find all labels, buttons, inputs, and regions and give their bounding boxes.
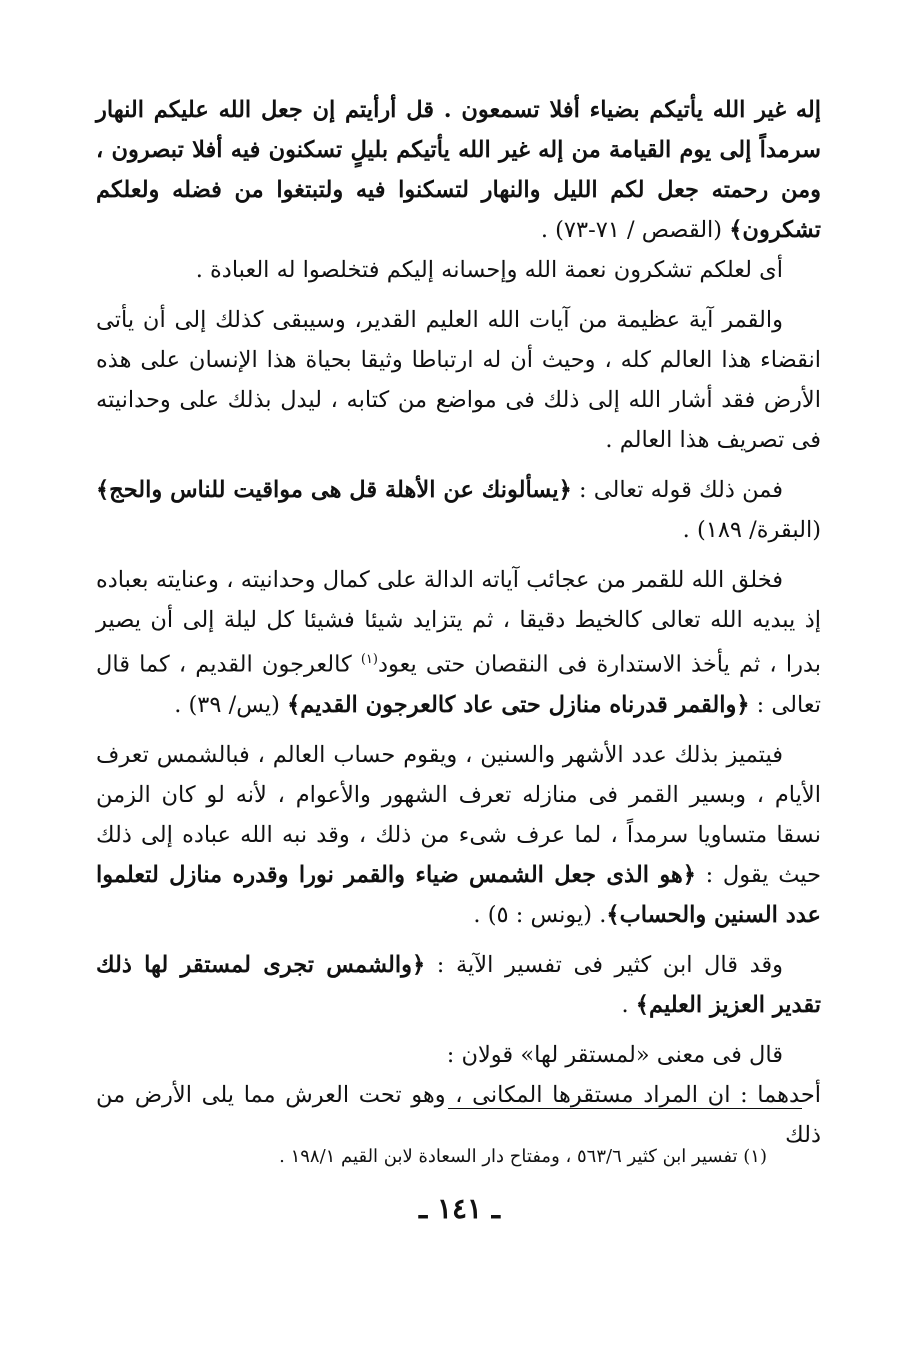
quran-quote: ﴿هو الذى جعل الشمس ضياء والقمر نورا وقدره منازل لتعلموا عدد السنين والحساب﴾ [96, 861, 821, 928]
paragraph-text: كالعرجون القديم ، كما قال تعالى : [96, 651, 821, 718]
quran-quote: ﴿والقمر قدرناه منازل حتى عاد كالعرجون القديم﴾ [287, 691, 750, 718]
paragraph-text: أى لعلكم تشكرون نعمة الله وإحسانه إليكم فتخلصوا له العبادة . [195, 257, 783, 283]
quran-reference: (القصص / ٧١-٧٣) . [540, 217, 730, 243]
paragraph-6 [96, 735, 821, 935]
paragraph-1 [96, 90, 821, 250]
quran-reference: (البقرة/ ١٨٩) . [682, 517, 821, 543]
quran-reference: (يس/ ٣٩) . [174, 691, 288, 718]
main-text [96, 90, 821, 1155]
paragraph-text: قال فى معنى «لمستقر لها» قولان : [446, 1041, 783, 1068]
paragraph-3 [96, 300, 821, 460]
quran-quote: ﴿يسألونك عن الأهلة قل هى مواقيت للناس والحج﴾ [96, 477, 572, 503]
quran-quote: ﴿والشمس تجرى لمستقر لها ذلك تقدير العزيز العليم﴾ [96, 951, 821, 1018]
paragraph-8 [96, 1035, 821, 1075]
footnote-marker: (١) [360, 652, 378, 667]
page-number: ـ ١٤١ ـ [418, 1192, 501, 1225]
footnote-divider [448, 1108, 802, 1109]
quran-reference: . (يونس : ٥) . [473, 901, 607, 928]
paragraph-5 [96, 560, 821, 725]
paragraph-7 [96, 945, 821, 1025]
paragraph-text: أحدهما : ان المراد مستقرها المكانى ، وهو تحت العرش مما يلى الأرض من ذلك [96, 1081, 821, 1148]
footnote: (١) تفسير ابن كثير ٥٦٣/٦ ، ومفتاح دار السعادة لابن القيم ١٩٨/١ . [279, 1146, 767, 1167]
paragraph-text: فخلق الله للقمر من عجائب آياته الدالة على كمال وحدانيته ، وعنايته بعباده إذ يبديه الله تعالى كالخيط دقيقا ، ثم يتزايد شيئا فشيئا كل ليلة إلى أن يصير بدرا ، ثم يأخذ الاستدارة فى النقصان حتى يعود [96, 567, 822, 678]
paragraph-text: والقمر آية عظيمة من آيات الله العليم القدير، وسيبقى كذلك إلى أن يأتى انقضاء هذا العالم كله ، وحيث أن له ارتباطا وثيقا بحياة هذا الإنسان على هذه الأرض فقد أشار الله إلى ذلك فى مواضع من كتابه ، ليدل بذلك على وحدانيته فى تصريف هذا العالم . [96, 307, 821, 453]
paragraph-9 [96, 1075, 821, 1155]
paragraph-2 [96, 250, 821, 290]
paragraph-4 [96, 470, 821, 550]
paragraph-text: فيتميز بذلك عدد الأشهر والسنين ، ويقوم حساب العالم ، فبالشمس تعرف الأيام ، وبسير القمر فى منازله تعرف الشهور والأعوام ، لأنه لو كان الزمن نسقا متساويا سرمداً ، لما عرف شىء من ذلك ، وقد نبه الله عباده إلى ذلك حيث يقول : [96, 741, 822, 888]
paragraph-text: وقد قال ابن كثير فى تفسير الآية : [425, 951, 783, 978]
paragraph-text: . [621, 991, 636, 1018]
quran-quote: إله غير الله يأتيكم بضياء أفلا تسمعون . قل أرأيتم إن جعل الله عليكم النهار سرمداً إلى يوم القيامة من إله غير الله يأتيكم بليلٍ تسكنون فيه أفلا تبصرون ، ومن رحمته جعل لكم الليل والنهار لتسكنوا فيه ولتبتغوا من فضله ولعلكم تشكرون﴾ [96, 97, 821, 243]
paragraph-text: فمن ذلك قوله تعالى : [571, 477, 783, 503]
